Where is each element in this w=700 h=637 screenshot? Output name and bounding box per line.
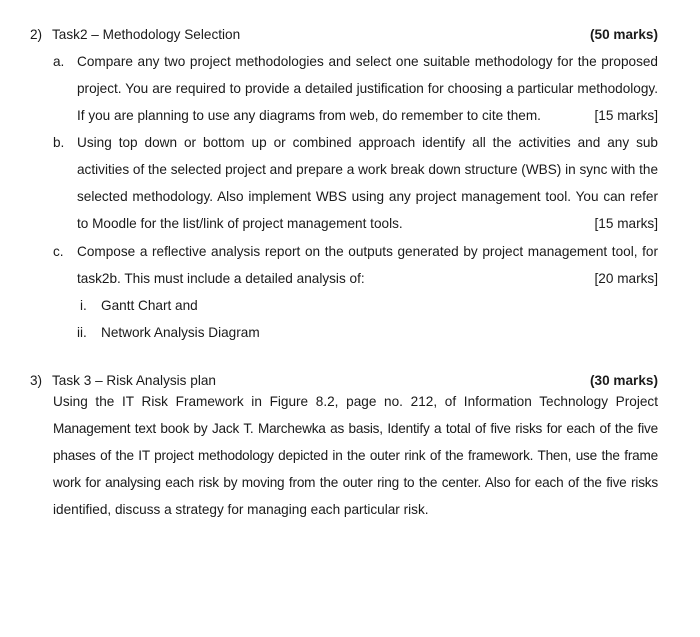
item-a-marks: [15 marks] bbox=[594, 108, 658, 123]
task3-number: 3) bbox=[30, 373, 43, 388]
item-b-marks: [15 marks] bbox=[594, 216, 658, 231]
subitem-text: Gantt Chart and bbox=[101, 298, 198, 313]
item-c-letter: c. bbox=[53, 244, 64, 259]
task3-line: Management text book by Jack T. Marchewka as basis, Identify a total of five risks for each of the five bbox=[53, 421, 658, 436]
item-b-line: activities of the selected project and prepare a work break down structure (WBS) in sync with the bbox=[77, 162, 659, 177]
subitem-numeral: ii. bbox=[77, 325, 87, 340]
item-c-line: Compose a reflective analysis report on the outputs generated by project management tool, for bbox=[77, 244, 658, 259]
item-c-marks: [20 marks] bbox=[594, 271, 658, 286]
item-a-letter: a. bbox=[53, 54, 65, 69]
item-b-line: selected methodology. Also implement WBS using any project management tool. You can refer bbox=[77, 189, 658, 204]
item-b-line: to Moodle for the list/link of project management tools. bbox=[77, 216, 403, 231]
subitem-numeral: i. bbox=[80, 298, 87, 313]
task3-line: Using the IT Risk Framework in Figure 8.2, page no. 212, of Information Technology Project bbox=[53, 394, 658, 409]
task3-marks: (30 marks) bbox=[589, 373, 658, 388]
item-b-line: Using top down or bottom up or combined approach identify all the activities and any sub bbox=[77, 135, 658, 150]
task3-title: Task 3 – Risk Analysis plan bbox=[52, 373, 216, 388]
item-b-letter: b. bbox=[53, 135, 65, 150]
task3-line: phases of the IT project methodology depicted in the outer rink of the framework. Then, use the frame bbox=[53, 448, 658, 463]
task3-line: work for analysing each risk by moving from the outer ring to the center. Also for each of the five risks bbox=[53, 475, 658, 490]
task2-marks: (50 marks) bbox=[589, 27, 658, 42]
item-a-line: project. You are required to provide a detailed justification for choosing a particular methodology. bbox=[77, 81, 658, 96]
item-a-line: Compare any two project methodologies and select one suitable methodology for the proposed bbox=[77, 54, 658, 69]
subitem-text: Network Analysis Diagram bbox=[101, 325, 260, 340]
task2-title: Task2 – Methodology Selection bbox=[52, 27, 241, 42]
task2-number: 2) bbox=[30, 27, 43, 42]
task3-line: identified, discuss a strategy for managing each particular risk. bbox=[53, 502, 429, 517]
item-c-line: task2b. This must include a detailed analysis of: bbox=[77, 271, 365, 286]
item-a-line: If you are planning to use any diagrams from web, do remember to cite them. bbox=[77, 108, 541, 123]
